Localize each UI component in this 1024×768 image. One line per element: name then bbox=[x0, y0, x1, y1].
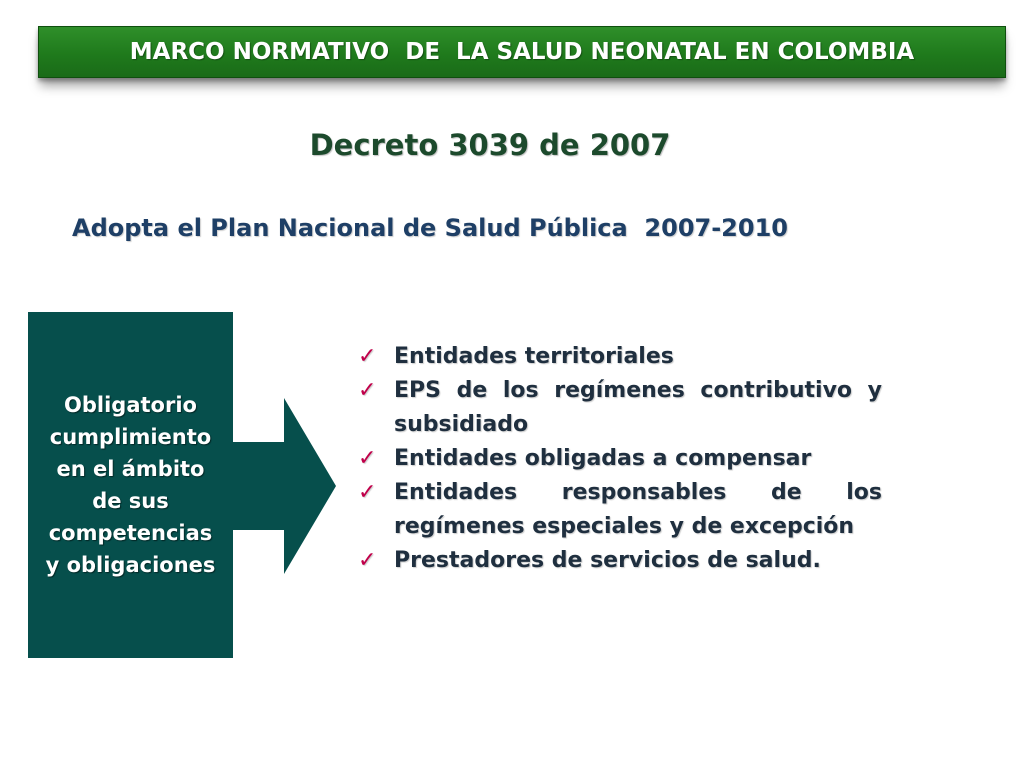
list-item-text: Prestadores de servicios de salud. bbox=[394, 548, 821, 573]
list-item bbox=[356, 374, 882, 442]
list-item bbox=[356, 544, 882, 578]
arrow-right-icon bbox=[232, 398, 336, 574]
list-item bbox=[356, 340, 882, 374]
list-item-text: Entidades responsables de los regímenes especiales y de excepción bbox=[394, 480, 882, 539]
list-item-text: EPS de los regímenes contributivo y subsidiado bbox=[394, 378, 882, 437]
plan-subtitle: Adopta el Plan Nacional de Salud Pública 2007-2010 bbox=[72, 214, 788, 242]
list-item-text: Entidades territoriales bbox=[394, 344, 674, 369]
list-item bbox=[356, 442, 882, 476]
check-icon: ✓ bbox=[358, 480, 377, 505]
list-item-text: Entidades obligadas a compensar bbox=[394, 446, 812, 471]
list-item bbox=[356, 476, 882, 544]
decree-title: Decreto 3039 de 2007 bbox=[309, 128, 671, 162]
page-title: MARCO NORMATIVO DE LA SALUD NEONATAL EN COLOMBIA bbox=[129, 39, 915, 65]
check-icon: ✓ bbox=[358, 548, 377, 573]
entity-list bbox=[356, 340, 882, 578]
check-icon: ✓ bbox=[358, 344, 377, 369]
obligation-text: Obligatorio cumplimiento en el ámbito de sus competencias y obligaciones bbox=[45, 393, 216, 577]
header-banner bbox=[38, 26, 1006, 78]
obligation-box bbox=[28, 312, 233, 658]
check-icon: ✓ bbox=[358, 378, 377, 403]
check-icon: ✓ bbox=[358, 446, 377, 471]
